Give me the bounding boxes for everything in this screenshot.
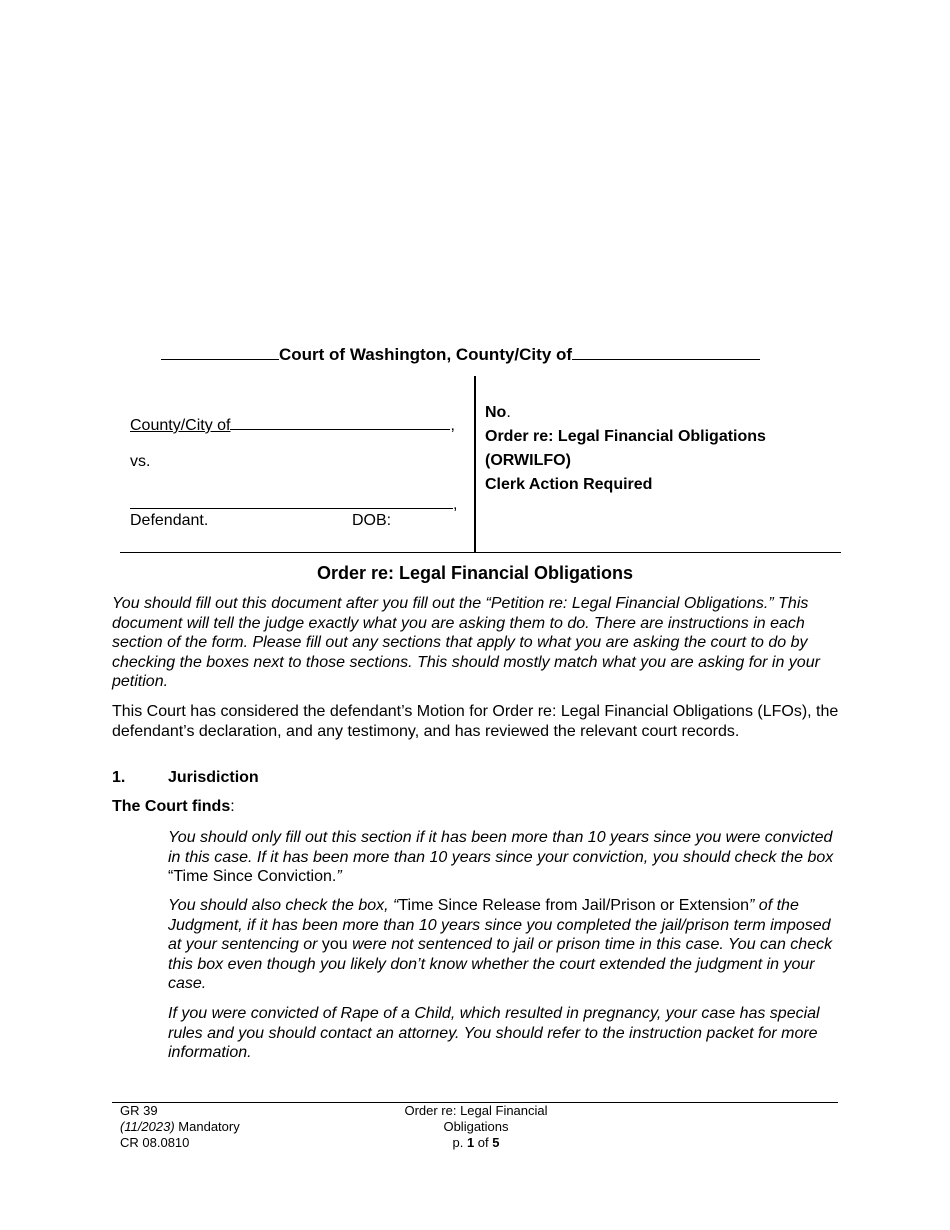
caption-divider-horizontal [120,552,841,553]
dob-label: DOB: [352,512,392,529]
instruction-time-since-release: You should also check the box, “Time Since Release from Jail/Prison or Extension” of the Judgment, if it has been more than 10 years since you completed the jail/prison term imposed at your sentencing or you were not sentenced to jail or prison time in this case. You can check this box even though you likely don’t know whether the court extended the judgment in your case. [168,897,833,993]
footer-title-line2: Obligations [443,1119,509,1134]
instruction-rape-of-child: If you were convicted of Rape of a Child, which resulted in pregnancy, your case has special rules and you should contact an attorney. You should refer to the instruction packet for more information. [168,1005,820,1062]
court-title: Court of Washington, County/City of [161,344,760,365]
footer-form-code: CR 08.0810 [120,1135,190,1150]
footer-rule: GR 39 [120,1103,158,1118]
section-title: Jurisdiction [168,769,259,786]
case-number-label: No [485,404,507,421]
document-title: Order re: Legal Financial Obligations [485,428,766,445]
court-name-blank[interactable] [161,344,279,360]
clerk-action: Clerk Action Required [485,476,653,493]
footer-form-info [120,1103,240,1151]
footer-title-line1: Order re: Legal Financial [404,1103,548,1118]
county-city-blank[interactable] [572,344,760,360]
caption-divider-vertical [474,376,476,553]
document-code: (ORWILFO) [485,452,571,469]
footer-page-number: p. 1 of 5 [452,1135,500,1150]
footer-title-block [390,1103,562,1151]
considered-paragraph: This Court has considered the defendant’s Motion for Order re: Legal Financial Obligations (LFOs), the defendant’s declaration, and any testimony, and has reviewed the relevant court records. [112,703,839,740]
plaintiff-line: County/City of , [130,414,455,435]
instruction-time-since-conviction: You should only fill out this section if it has been more than 10 years since you were convicted in this case. If it has been more than 10 years since your conviction, you should check the box “Time Since Conviction.” [168,829,834,886]
section-number: 1. [112,769,126,786]
case-info-block [485,401,766,497]
footer-date-status: (11/2023) Mandatory [120,1119,240,1134]
defendant-name-blank[interactable] [130,493,453,509]
plaintiff-name-blank[interactable] [230,414,450,430]
intro-instructions: You should fill out this document after you fill out the “Petition re: Legal Financial Obligations.” This document will tell the judge exactly what you are asking them to do. There are instructions in each section of the form. Please fill out any sections that apply to what you are asking the court to do by checking the boxes next to those sections. This should mostly match what you are asking for in your petition. [112,595,820,691]
court-finds: The Court finds: [112,798,235,815]
order-heading: Order re: Legal Financial Obligations [316,563,634,583]
vs-label: vs. [130,453,151,470]
plaintiff-label: County/City of [130,417,231,434]
defendant-label: Defendant. [130,512,209,529]
case-number-line: No. [485,404,511,421]
defendant-line: , [130,493,457,514]
